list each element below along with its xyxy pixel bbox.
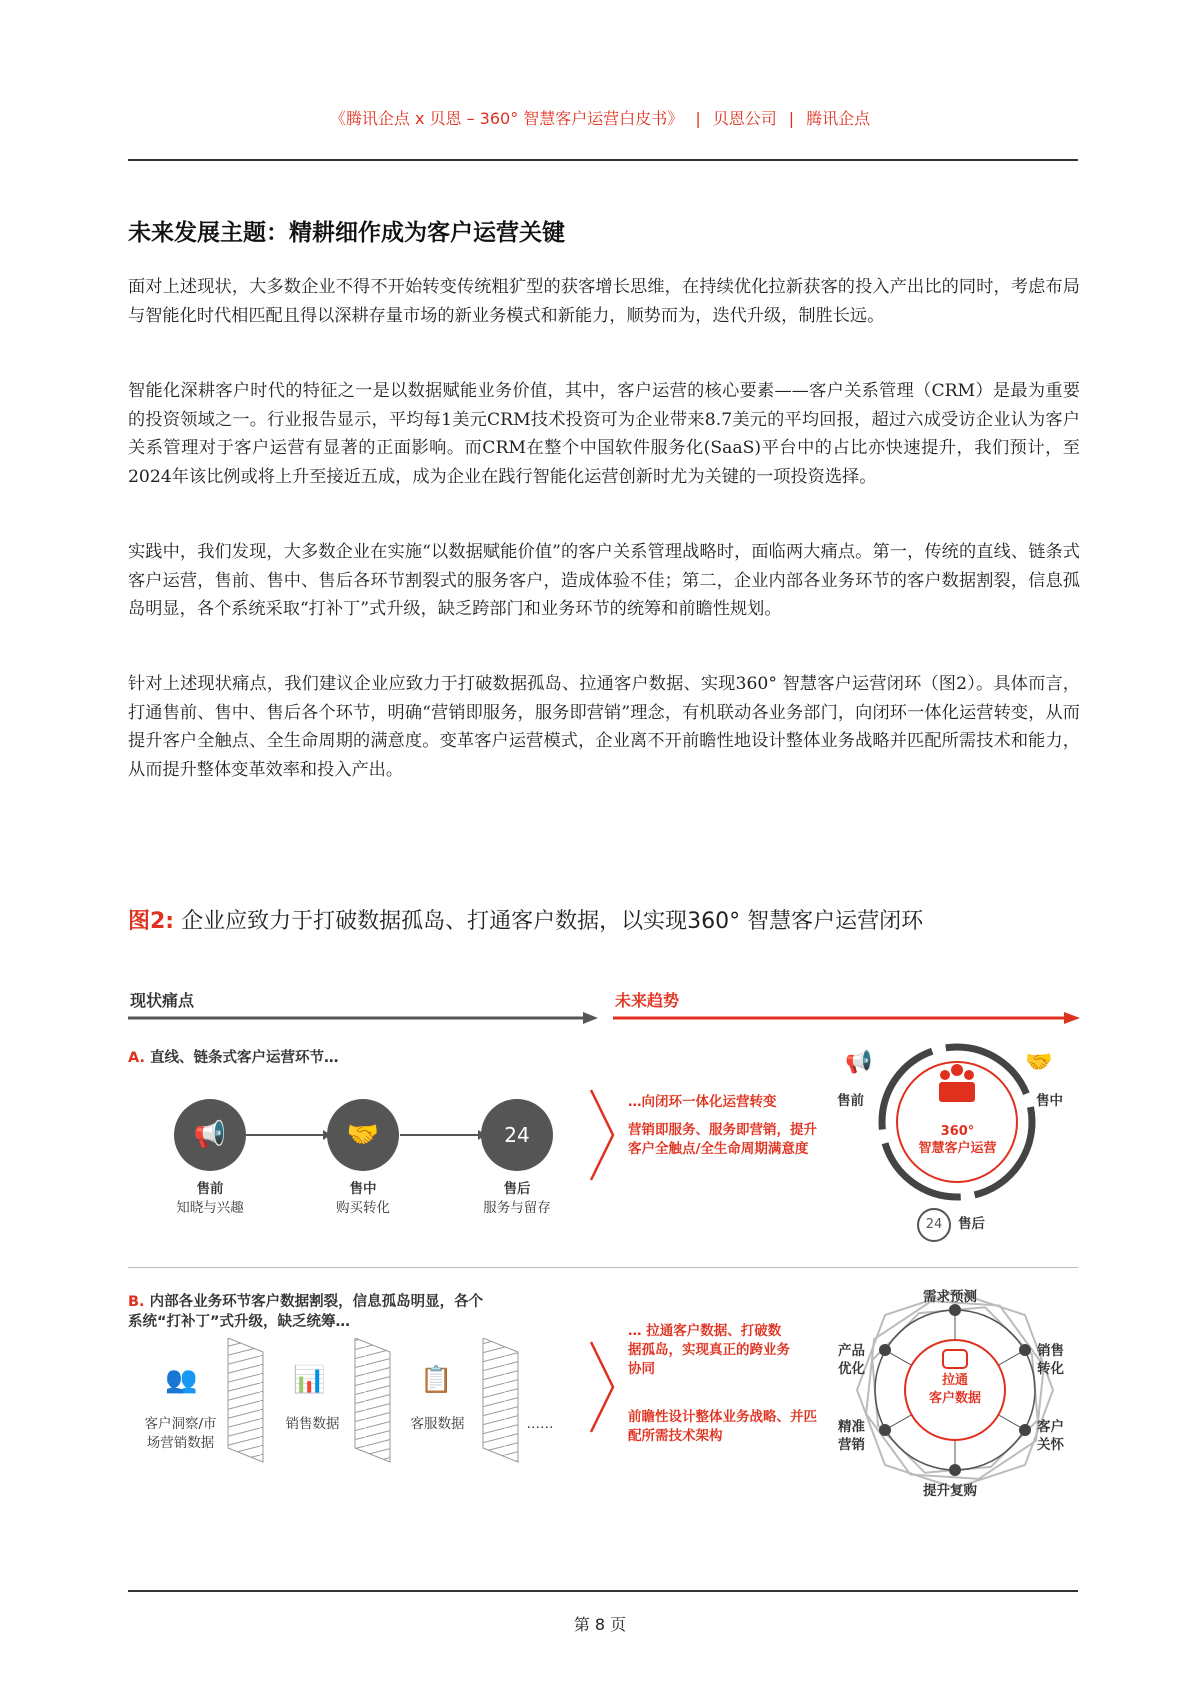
chevron-icon [588,1340,618,1435]
divider [128,1267,1078,1268]
service-doc-icon: 📋 [420,1365,453,1395]
trend-b-1: … 拉通客户数据、打破数据孤岛，实现真正的跨业务协同 [628,1323,790,1377]
timeline-arrows [128,1008,1083,1028]
paragraph: 针对上述现状痛点，我们建议企业应致力于打破数据孤岛、拉通客户数据、实现360° 智慧客户运营闭环（图2）。具体而言，打通售前、售中、售后各个环节，明确“营销即服务，服务即营销”理念，有机联动各业务部门，向闭环一体化运营转变，从而提升客户全触点、全生命周期的满意度。变革客户运营模式，企业离不开前瞻性地设计整体业务战略并匹配所需技术和能力，从而提升整体变革效率和投入产出。 [128,674,1080,780]
label-prefix: A. [128,1050,145,1066]
paragraph: 实践中，我们发现，大多数企业在实施“以数据赋能价值”的客户关系管理战略时，面临两大痛点。第一，传统的直线、链条式客户运营，售前、售中、售后各环节割裂式的服务客户，造成体验不佳；第二，企业内部各业务环节的客户数据割裂，信息孤岛明显，各个系统采取“打补丁”式升级，缺乏跨部门和业务环节的统筹和前瞻性规划。 [128,542,1080,619]
node-repurchase: 提升复购 [923,1483,977,1499]
section-b-title [128,1292,488,1332]
ring-center-label: 拉通 客户数据 [928,1373,981,1406]
running-header [0,106,1200,129]
data-silo-more: …… [526,1416,554,1432]
chevron-icon [588,1088,618,1183]
header-company: 贝恩公司 [712,109,777,128]
separator: | [788,109,795,128]
node-product-optimization: 产品优化 [838,1343,865,1377]
handshake-icon: 🤝 [1025,1050,1053,1075]
ring-center-label: 360° 智慧客户运营 [918,1124,997,1156]
trend-title: …向闭环一体化运营转变 [628,1094,777,1110]
sales-chart-icon: 📊 [293,1365,326,1395]
data-silo-walls [225,1338,525,1463]
node-sales-conversion: 销售转化 [1037,1343,1064,1377]
paragraph: 智能化深耕客户时代的特征之一是以数据赋能业务价值，其中，客户运营的核心要素——客户关系管理（CRM）是最为重要的投资领域之一。行业报告显示，平均每1美元CRM技术投资可为企业带来8.7美元的平均回报，超过六成受访企业认为客户关系管理对于客户运营有显著的正面影响。而CRM在整个中国软件服务化(SaaS)平台中的占比亦快速提升，我们预计，至2024年该比例或将上升至接近五成，成为企业在践行智能化运营创新时尤为关键的一项投资选择。 [128,381,1080,487]
page-number: 第 8 页 [573,1615,627,1634]
paragraph: 面对上述现状，大多数企业不得不开始转变传统粗犷型的获客增长思维，在持续优化拉新获客的投入产出比的同时，考虑布局与智能化时代相匹配且得以深耕存量市场的新业务模式和新能力，顺势而为，迭代升级，制胜长远。 [128,277,1080,326]
megaphone-icon: 📢 [174,1099,246,1171]
customer-insight-icon: 👥 [165,1365,198,1395]
left-header: 现状痛点 [130,991,195,1010]
megaphone-icon: 📢 [845,1050,873,1075]
label-prefix: B. [128,1294,145,1310]
figure-title [128,904,923,935]
footer-rule [128,1590,1078,1592]
data-silo-label: 客户洞察/市场营销数据 [144,1416,217,1451]
figure-label: 图2: [128,909,175,934]
section-a-title [128,1046,339,1067]
header-company: 腾讯企点 [806,109,871,128]
separator: | [695,109,701,128]
step-aftersale: 售后 服务与留存 [483,1181,551,1216]
label-text: 直线、链条式客户运营环节… [150,1050,339,1066]
node-customer-care: 客户关怀 [1037,1419,1064,1453]
label-text: 内部各业务环节客户数据割裂，信息孤岛明显，各个系统“打补丁”式升级，缺乏统筹… [128,1294,484,1330]
section-title: 未来发展主题：精耕细作成为客户运营关键 [128,220,565,246]
trend-body: 营销即服务、服务即营销，提升客户全触点/全生命周期满意度 [628,1122,817,1157]
data-silo-label: 销售数据 [285,1416,340,1432]
header-title: 《腾讯企点 x 贝恩 – 360° 智慧客户运营白皮书》 [329,109,684,128]
ring-label-insale: 售中 [1036,1093,1063,1109]
node-precision-marketing: 精准营销 [838,1419,865,1453]
24h-service-icon: 24 [481,1099,553,1171]
trend-a [628,1093,828,1159]
handshake-icon: 🤝 [327,1099,399,1171]
header-rule [128,159,1078,161]
right-header: 未来趋势 [615,991,680,1010]
node-demand-forecast: 需求预测 [923,1289,977,1305]
ring-label-presale: 售前 [837,1093,864,1109]
step-presale: 售前 知晓与兴趣 [176,1181,244,1216]
ring-label-aftersale: 售后 [958,1216,985,1232]
trend-b-2: 前瞻性设计整体业务战略、并匹配所需技术架构 [628,1409,817,1444]
24h-service-icon: 24 [917,1208,951,1242]
figure-caption: 企业应致力于打破数据孤岛、打通客户数据，以实现360° 智慧客户运营闭环 [181,909,924,934]
data-silo-label: 客服数据 [410,1416,465,1432]
step-insale: 售中 购买转化 [336,1181,390,1216]
